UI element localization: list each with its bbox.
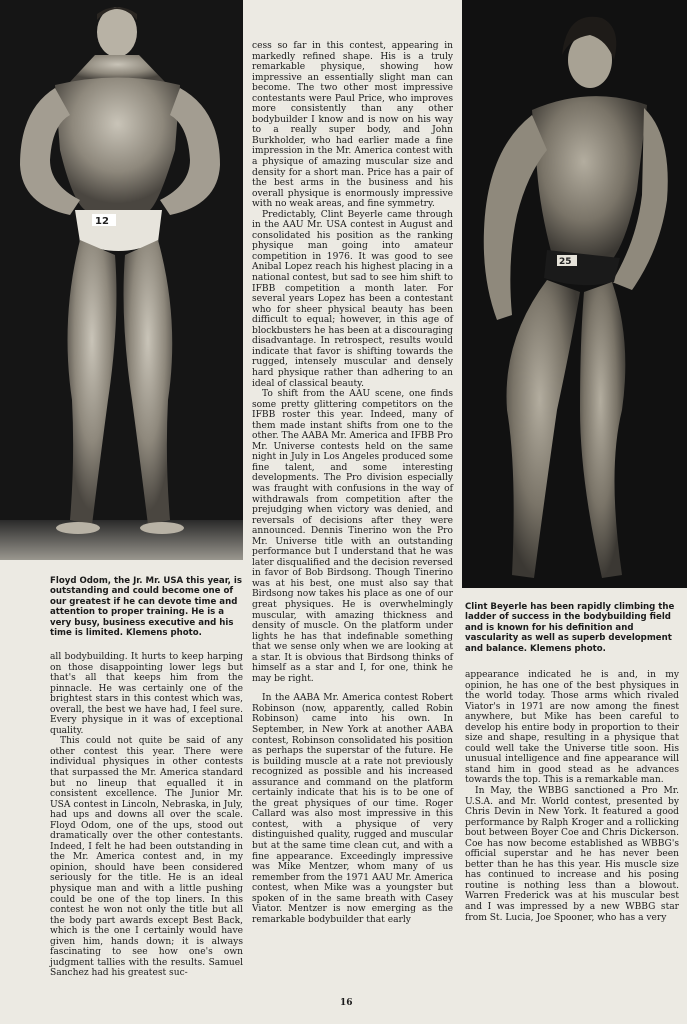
bodybuilder-front-pose-image	[0, 0, 243, 560]
bodybuilder-side-pose-image	[462, 0, 687, 588]
article-paragraph: all bodybuilding. It hurts to keep harping on those disappointing lower legs but that's all that keeps him from the pinnacle. He was certainly one of the brightest stars in this contest which was, overall, the best we have had, I feel sure. Every physique in it was of exceptional quality.	[50, 652, 243, 736]
photo-caption-floyd-odom: Floyd Odom, the Jr. Mr. USA this year, is outstanding and could become one of our greatest if he can devote time and attention to proper training. He is a very busy, business executive and his time is limited. Klemens photo.	[50, 576, 242, 639]
article-paragraph: Predictably, Clint Beyerle came through in the AAU Mr. USA contest in August and consolidated his position as the ranking physique man going into amateur competition in 1976. It was good to see Anibal Lopez reach his highest placing in a national contest, but sad to see him shift to IFBB competition a month later. For several years Lopez has been a contestant who for sheer physical beauty has been difficult to equal; however, in this age of blockbusters he has been at a discouraging disadvantage. In retrospect, results would indicate that favor is shifting towards the rugged, intensely muscular and densely hard physique rather than adhering to an ideal of classical beauty.	[252, 209, 453, 389]
article-paragraph: appearance indicated he is and, in my opinion, he has one of the best physiques in the world today. Those arms which rivaled Viator's in 1971 are now among the finest anywhere, but Mike has been careful to develop his entire body in proportion to their size and shape, resulting in a physique that could well take the Universe title soon. His unusual intelligence and fine appearance will stand him in good stead as he advances towards the top. This is a remarkable man.	[465, 670, 679, 786]
photo-caption-clint-beyerle: Clint Beyerle has been rapidly climbing the ladder of success in the bodybuilding field and is known for his definition and vascularity as well as superb development and balance. Klemens photo.	[465, 602, 675, 654]
article-paragraph: This could not quite be said of any other contest this year. There were individual physiques in other contests that surpassed the Mr. America standard but no lineup that equalled it in consistent excellence. The Junior Mr. USA contest in Lincoln, Nebraska, in July, had ups and downs all over the scale. Floyd Odom, one of the ups, stood out dramatically over the other contestants. Indeed, I felt he had been outstanding in the Mr. America contest and, in my opinion, should have been considered seriously for the title. He is an ideal physique man and with a little pushing could be one of the top liners. In this contest he won not only the title but all the body part awards except Best Back, which is the one I certainly would have given him, hands down; it is always fascinating to see how one's own judgment tallies with the results. Samuel Sanchez had his greatest suc-	[50, 736, 243, 979]
trunks-number: 12	[95, 216, 109, 227]
article-paragraph: In May, the WBBG sanctioned a Pro Mr. U.S.A. and Mr. World contest, presented by Chris Devin in New York. It featured a good performance by Ralph Kroger and a rollicking bout between Boyer Coe and Chris Dickerson. Coe has now become established as WBBG's official superstar and he has never been better than he has this year. His muscle size has continued to increase and his posing routine is nothing less than a blowout. Warren Frederick was at his muscular best and I was impressed by a new WBBG star from St. Lucia, Joe Spooner, who has a very	[465, 786, 679, 923]
page-number: 16	[340, 998, 353, 1008]
photo-floyd-odom	[0, 0, 243, 560]
article-paragraph: To shift from the AAU scene, one finds some pretty glittering competitors on the IFBB roster this year. Indeed, many of them made instant shifts from one to the other. The AABA Mr. America and IFBB Pro Mr. Universe contests held on the same night in July in Los Angeles produced some fine talent, and some interesting developments. The Pro division especially was fraught with confusions in the way of withdrawals from competition after the prejudging when victory was denied, and reversals of decisions after they were announced. Dennis Tinerino won the Pro Mr. Universe title with an outstanding performance but I understand that he was later disqualified and the decision reversed in favor of Bob Birdsong. Though Tinerino was at his best, one must also say that Birdsong now takes his place as one of our great physiques. He is overwhelmingly muscular, with amazing thickness and density of muscle. On the platform under lights he has that indefinable something that we sense only when we are looking at a star. It is obvious that Birdsong thinks of himself as a star and I, for one, think he may be right.	[252, 389, 453, 684]
article-paragraph: cess so far in this contest, appearing in markedly refined shape. His is a truly remarkable physique, showing how impressive an essentially slight man can become. The two other most impressive contestants were Paul Price, who improves more consistently than any other bodybuilder I know and is now on his way to a really super body, and John Burkholder, who had earlier made a fine impression in the Mr. America contest with a physique of amazing muscular size and density for a short man. Price has a pair of the best arms in the business and his overall physique is enormously impressive with no weak areas, and fine symmetry.	[252, 41, 453, 210]
article-column-middle	[252, 41, 453, 925]
article-column-right	[465, 670, 679, 923]
article-column-left	[50, 652, 243, 979]
trunks-number: 25	[559, 257, 572, 267]
photo-clint-beyerle	[462, 0, 687, 588]
article-paragraph: In the AABA Mr. America contest Robert Robinson (now, apparently, called Robin Robinson) came into his own. In September, in New York at another AABA contest, Robinson consolidated his position as perhaps the superstar of the future. He is building muscle at a rate not previously recognized as possible and his increased assurance and command on the platform certainly indicate that his is to be one of the great physiques of our time. Roger Callard was also most impressive in this contest, with a physique of very distinguished quality, rugged and muscular but at the same time clean cut, and with a fine appearance. Exceedingly impressive was Mike Mentzer, whom many of us remember from the 1971 AAU Mr. America contest, when Mike was a youngster but spoken of in the same breath with Casey Viator. Mentzer is now emerging as the remarkable bodybuilder that early	[252, 693, 453, 925]
